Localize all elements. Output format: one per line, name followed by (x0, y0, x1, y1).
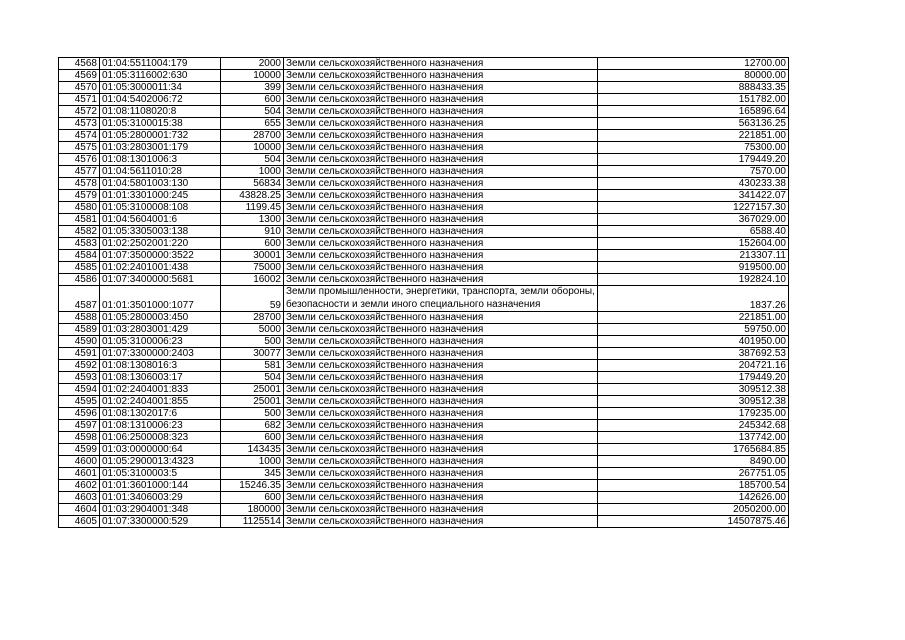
table-row (59, 516, 789, 528)
land-category-cell: Земли сельскохозяйственного назначения (284, 324, 598, 336)
row-number-cell: 4579 (59, 190, 100, 202)
cadastral-value-cell: 6588.40 (598, 226, 789, 238)
land-category-cell: Земли сельскохозяйственного назначения (284, 238, 598, 250)
row-number-cell: 4588 (59, 312, 100, 324)
table-row (59, 324, 789, 336)
cadastral-value-cell: 309512.38 (598, 396, 789, 408)
table-row (59, 432, 789, 444)
table-row (59, 70, 789, 82)
area-cell: 10000 (221, 142, 284, 154)
area-cell: 1000 (221, 456, 284, 468)
area-cell: 600 (221, 492, 284, 504)
area-cell: 75000 (221, 262, 284, 274)
land-category-cell: Земли сельскохозяйственного назначения (284, 154, 598, 166)
table-row (59, 420, 789, 432)
row-number-cell: 4572 (59, 106, 100, 118)
area-cell: 910 (221, 226, 284, 238)
area-cell: 180000 (221, 504, 284, 516)
table-body (59, 58, 789, 528)
row-number-cell: 4570 (59, 82, 100, 94)
cadastral-number-cell: 01:08:1306003:17 (100, 372, 221, 384)
land-category-cell: Земли сельскохозяйственного назначения (284, 274, 598, 286)
land-category-cell: Земли сельскохозяйственного назначения (284, 178, 598, 190)
cadastral-value-cell: 430233.38 (598, 178, 789, 190)
table-row (59, 286, 789, 312)
cadastral-number-cell: 01:01:3301000:245 (100, 190, 221, 202)
row-number-cell: 4601 (59, 468, 100, 480)
cadastral-value-cell: 179235.00 (598, 408, 789, 420)
table-row (59, 504, 789, 516)
cadastral-number-cell: 01:07:3300000:2403 (100, 348, 221, 360)
land-category-cell: Земли сельскохозяйственного назначения (284, 396, 598, 408)
land-category-cell: Земли сельскохозяйственного назначения (284, 70, 598, 82)
row-number-cell: 4575 (59, 142, 100, 154)
cadastral-value-cell: 12700.00 (598, 58, 789, 70)
cadastral-number-cell: 01:04:5801003:130 (100, 178, 221, 190)
area-cell: 56834 (221, 178, 284, 190)
table-row (59, 154, 789, 166)
land-category-cell: Земли сельскохозяйственного назначения (284, 504, 598, 516)
area-cell: 2000 (221, 58, 284, 70)
row-number-cell: 4584 (59, 250, 100, 262)
area-cell: 500 (221, 336, 284, 348)
cadastral-number-cell: 01:02:2502001:220 (100, 238, 221, 250)
table-row (59, 94, 789, 106)
cadastral-value-cell: 1765684.85 (598, 444, 789, 456)
row-number-cell: 4580 (59, 202, 100, 214)
cadastral-value-cell: 152604.00 (598, 238, 789, 250)
row-number-cell: 4600 (59, 456, 100, 468)
table-row (59, 166, 789, 178)
table-row (59, 250, 789, 262)
row-number-cell: 4587 (59, 286, 100, 312)
cadastral-value-cell: 563136.25 (598, 118, 789, 130)
cadastral-value-cell: 14507875.46 (598, 516, 789, 528)
table-row (59, 492, 789, 504)
land-category-cell: Земли сельскохозяйственного назначения (284, 408, 598, 420)
cadastral-number-cell: 01:04:5402006:72 (100, 94, 221, 106)
cadastral-number-cell: 01:04:5511004:179 (100, 58, 221, 70)
area-cell: 28700 (221, 312, 284, 324)
cadastral-value-cell: 7570.00 (598, 166, 789, 178)
area-cell: 5000 (221, 324, 284, 336)
table-row (59, 214, 789, 226)
row-number-cell: 4596 (59, 408, 100, 420)
cadastral-number-cell: 01:05:3100003:5 (100, 468, 221, 480)
row-number-cell: 4599 (59, 444, 100, 456)
table-row (59, 178, 789, 190)
row-number-cell: 4590 (59, 336, 100, 348)
land-category-cell: Земли промышленности, энергетики, транспорта, земли обороны, безопасности и земли иного специального назначения (284, 286, 598, 312)
area-cell: 15246.35 (221, 480, 284, 492)
cadastral-number-cell: 01:01:3601000:144 (100, 480, 221, 492)
table-row (59, 130, 789, 142)
area-cell: 25001 (221, 396, 284, 408)
row-number-cell: 4582 (59, 226, 100, 238)
cadastral-value-cell: 151782.00 (598, 94, 789, 106)
table-row (59, 238, 789, 250)
row-number-cell: 4605 (59, 516, 100, 528)
cadastral-value-cell: 1227157.30 (598, 202, 789, 214)
cadastral-number-cell: 01:05:3100015:38 (100, 118, 221, 130)
cadastral-value-cell: 165896.64 (598, 106, 789, 118)
land-category-cell: Земли сельскохозяйственного назначения (284, 58, 598, 70)
cadastral-value-cell: 2050200.00 (598, 504, 789, 516)
table-row (59, 384, 789, 396)
cadastral-number-cell: 01:05:3116002:630 (100, 70, 221, 82)
area-cell: 600 (221, 432, 284, 444)
table-row (59, 118, 789, 130)
cadastral-number-cell: 01:08:1310006:23 (100, 420, 221, 432)
cadastral-number-cell: 01:05:2800001:732 (100, 130, 221, 142)
area-cell: 143435 (221, 444, 284, 456)
land-category-cell: Земли сельскохозяйственного назначения (284, 190, 598, 202)
cadastral-number-cell: 01:03:2904001:348 (100, 504, 221, 516)
table-row (59, 312, 789, 324)
land-category-cell: Земли сельскохозяйственного назначения (284, 118, 598, 130)
table-row (59, 106, 789, 118)
row-number-cell: 4568 (59, 58, 100, 70)
cadastral-number-cell: 01:05:3100008:108 (100, 202, 221, 214)
land-category-cell: Земли сельскохозяйственного назначения (284, 336, 598, 348)
row-number-cell: 4573 (59, 118, 100, 130)
land-category-cell: Земли сельскохозяйственного назначения (284, 492, 598, 504)
table-row (59, 274, 789, 286)
area-cell: 581 (221, 360, 284, 372)
land-category-cell: Земли сельскохозяйственного назначения (284, 444, 598, 456)
cadastral-number-cell: 01:04:5611010:28 (100, 166, 221, 178)
cadastral-value-cell: 75300.00 (598, 142, 789, 154)
cadastral-number-cell: 01:05:3305003:138 (100, 226, 221, 238)
area-cell: 500 (221, 408, 284, 420)
area-cell: 345 (221, 468, 284, 480)
cadastral-value-cell: 267751.05 (598, 468, 789, 480)
row-number-cell: 4591 (59, 348, 100, 360)
area-cell: 600 (221, 94, 284, 106)
land-category-cell: Земли сельскохозяйственного назначения (284, 250, 598, 262)
cadastral-value-cell: 221851.00 (598, 312, 789, 324)
table-row (59, 456, 789, 468)
cadastral-number-cell: 01:05:3100006:23 (100, 336, 221, 348)
table-row (59, 336, 789, 348)
cadastral-value-cell: 137742.00 (598, 432, 789, 444)
land-category-cell: Земли сельскохозяйственного назначения (284, 516, 598, 528)
area-cell: 655 (221, 118, 284, 130)
cadastral-number-cell: 01:01:3406003:29 (100, 492, 221, 504)
row-number-cell: 4589 (59, 324, 100, 336)
table-row (59, 360, 789, 372)
area-cell: 600 (221, 238, 284, 250)
land-category-cell: Земли сельскохозяйственного назначения (284, 94, 598, 106)
cadastral-number-cell: 01:07:3500000:3522 (100, 250, 221, 262)
cadastral-number-cell: 01:01:3501000:1077 (100, 286, 221, 312)
row-number-cell: 4586 (59, 274, 100, 286)
area-cell: 59 (221, 286, 284, 312)
land-category-cell: Земли сельскохозяйственного назначения (284, 82, 598, 94)
cadastral-number-cell: 01:05:3000011:34 (100, 82, 221, 94)
table-row (59, 226, 789, 238)
area-cell: 28700 (221, 130, 284, 142)
row-number-cell: 4569 (59, 70, 100, 82)
cadastral-value-cell: 185700.54 (598, 480, 789, 492)
land-category-cell: Земли сельскохозяйственного назначения (284, 348, 598, 360)
row-number-cell: 4604 (59, 504, 100, 516)
cadastral-number-cell: 01:08:1308016:3 (100, 360, 221, 372)
row-number-cell: 4593 (59, 372, 100, 384)
area-cell: 682 (221, 420, 284, 432)
land-plots-table (58, 57, 789, 528)
table-row (59, 58, 789, 70)
table-row (59, 480, 789, 492)
table-row (59, 262, 789, 274)
cadastral-number-cell: 01:02:2404001:833 (100, 384, 221, 396)
area-cell: 504 (221, 106, 284, 118)
cadastral-number-cell: 01:02:2404001:855 (100, 396, 221, 408)
area-cell: 10000 (221, 70, 284, 82)
row-number-cell: 4581 (59, 214, 100, 226)
row-number-cell: 4598 (59, 432, 100, 444)
land-category-cell: Земли сельскохозяйственного назначения (284, 360, 598, 372)
cadastral-number-cell: 01:07:3400000:5681 (100, 274, 221, 286)
cadastral-value-cell: 179449.20 (598, 154, 789, 166)
cadastral-value-cell: 8490.00 (598, 456, 789, 468)
row-number-cell: 4603 (59, 492, 100, 504)
land-category-cell: Земли сельскохозяйственного назначения (284, 202, 598, 214)
row-number-cell: 4602 (59, 480, 100, 492)
cadastral-value-cell: 80000.00 (598, 70, 789, 82)
land-category-cell: Земли сельскохозяйственного назначения (284, 480, 598, 492)
land-category-cell: Земли сельскохозяйственного назначения (284, 372, 598, 384)
table-row (59, 190, 789, 202)
area-cell: 1300 (221, 214, 284, 226)
area-cell: 1000 (221, 166, 284, 178)
table-row (59, 408, 789, 420)
cadastral-number-cell: 01:05:2900013:4323 (100, 456, 221, 468)
area-cell: 504 (221, 154, 284, 166)
table-row (59, 444, 789, 456)
cadastral-value-cell: 213307.11 (598, 250, 789, 262)
land-category-cell: Земли сельскохозяйственного назначения (284, 468, 598, 480)
row-number-cell: 4574 (59, 130, 100, 142)
cadastral-number-cell: 01:08:1301006:3 (100, 154, 221, 166)
cadastral-value-cell: 245342.68 (598, 420, 789, 432)
table-row (59, 372, 789, 384)
land-category-cell: Земли сельскохозяйственного назначения (284, 106, 598, 118)
row-number-cell: 4576 (59, 154, 100, 166)
cadastral-number-cell: 01:06:2500008:323 (100, 432, 221, 444)
table-row (59, 348, 789, 360)
land-category-cell: Земли сельскохозяйственного назначения (284, 432, 598, 444)
area-cell: 504 (221, 372, 284, 384)
row-number-cell: 4578 (59, 178, 100, 190)
table-row (59, 202, 789, 214)
row-number-cell: 4597 (59, 420, 100, 432)
land-category-cell: Земли сельскохозяйственного назначения (284, 214, 598, 226)
land-category-cell: Земли сельскохозяйственного назначения (284, 420, 598, 432)
area-cell: 1125514 (221, 516, 284, 528)
cadastral-value-cell: 919500.00 (598, 262, 789, 274)
cadastral-value-cell: 192824.10 (598, 274, 789, 286)
cadastral-value-cell: 179449.20 (598, 372, 789, 384)
cadastral-number-cell: 01:04:5604001:6 (100, 214, 221, 226)
land-category-cell: Земли сельскохозяйственного назначения (284, 312, 598, 324)
cadastral-number-cell: 01:07:3300000:529 (100, 516, 221, 528)
cadastral-value-cell: 888433.35 (598, 82, 789, 94)
row-number-cell: 4592 (59, 360, 100, 372)
land-category-cell: Земли сельскохозяйственного назначения (284, 456, 598, 468)
row-number-cell: 4571 (59, 94, 100, 106)
cadastral-number-cell: 01:08:1302017:6 (100, 408, 221, 420)
row-number-cell: 4577 (59, 166, 100, 178)
land-category-cell: Земли сельскохозяйственного назначения (284, 130, 598, 142)
row-number-cell: 4583 (59, 238, 100, 250)
area-cell: 399 (221, 82, 284, 94)
cadastral-value-cell: 221851.00 (598, 130, 789, 142)
cadastral-value-cell: 309512.38 (598, 384, 789, 396)
row-number-cell: 4594 (59, 384, 100, 396)
land-category-cell: Земли сельскохозяйственного назначения (284, 166, 598, 178)
land-category-cell: Земли сельскохозяйственного назначения (284, 384, 598, 396)
cadastral-number-cell: 01:03:2803001:429 (100, 324, 221, 336)
area-cell: 1199.45 (221, 202, 284, 214)
cadastral-number-cell: 01:03:0000000:64 (100, 444, 221, 456)
cadastral-number-cell: 01:03:2803001:179 (100, 142, 221, 154)
cadastral-value-cell: 59750.00 (598, 324, 789, 336)
cadastral-number-cell: 01:05:2800003:450 (100, 312, 221, 324)
land-category-cell: Земли сельскохозяйственного назначения (284, 142, 598, 154)
cadastral-number-cell: 01:02:2401001:438 (100, 262, 221, 274)
row-number-cell: 4595 (59, 396, 100, 408)
cadastral-value-cell: 1837.26 (598, 286, 789, 312)
cadastral-value-cell: 387692.53 (598, 348, 789, 360)
land-category-cell: Земли сельскохозяйственного назначения (284, 226, 598, 238)
land-category-cell: Земли сельскохозяйственного назначения (284, 262, 598, 274)
cadastral-value-cell: 367029.00 (598, 214, 789, 226)
row-number-cell: 4585 (59, 262, 100, 274)
cadastral-value-cell: 341422.07 (598, 190, 789, 202)
table-row (59, 396, 789, 408)
cadastral-number-cell: 01:08:1108020:8 (100, 106, 221, 118)
table-row (59, 468, 789, 480)
area-cell: 30077 (221, 348, 284, 360)
cadastral-value-cell: 142626.00 (598, 492, 789, 504)
area-cell: 43828.25 (221, 190, 284, 202)
area-cell: 30001 (221, 250, 284, 262)
cadastral-value-cell: 401950.00 (598, 336, 789, 348)
cadastral-value-cell: 204721.16 (598, 360, 789, 372)
table-row (59, 142, 789, 154)
area-cell: 16002 (221, 274, 284, 286)
table-row (59, 82, 789, 94)
area-cell: 25001 (221, 384, 284, 396)
